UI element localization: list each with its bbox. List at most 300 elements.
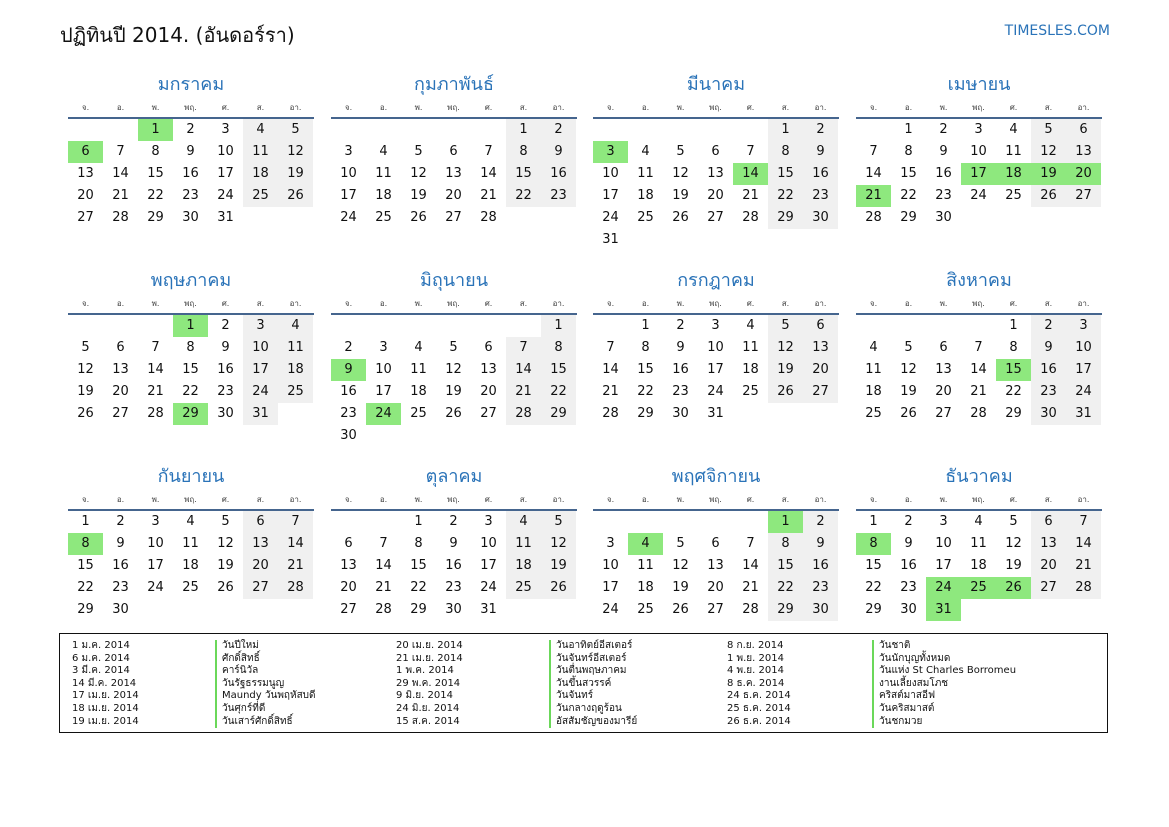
day-cell: 17 <box>602 188 619 203</box>
weekend-day-cell: 23 <box>803 185 838 207</box>
day-cell: 12 <box>77 362 94 377</box>
holiday-date: 26 ธ.ค. 2014 <box>727 715 791 727</box>
holiday-day-cell: 31 <box>926 599 961 621</box>
day-cell: 11 <box>410 362 427 377</box>
week-row <box>856 185 1102 207</box>
day-cell: 19 <box>1005 558 1022 573</box>
holiday-name: วันชกมวย <box>872 716 1016 729</box>
day-cell: 11 <box>637 166 654 181</box>
weekday-label: พ. <box>676 299 685 308</box>
weekend-day-cell: 23 <box>541 185 576 207</box>
day-cell: 11 <box>375 166 392 181</box>
day-cell: 26 <box>445 406 462 421</box>
day-cell: 6 <box>711 536 720 551</box>
weekend-day-cell: 6 <box>1066 119 1101 141</box>
day-cell: 15 <box>410 558 427 573</box>
holiday-date: 20 เม.ย. 2014 <box>396 640 463 651</box>
week-row <box>593 403 839 425</box>
weekend-day-cell: 26 <box>541 577 576 599</box>
holiday-name: วันขึ้นสวรรค์ <box>549 678 637 691</box>
holiday-name: Maundy วันพฤหัสบดี <box>215 690 316 703</box>
weekend-day-cell: 3 <box>1066 315 1101 337</box>
weekday-label: ส. <box>256 299 265 308</box>
weekend-day-cell: 9 <box>803 533 838 555</box>
weekday-label: จ. <box>344 495 353 504</box>
weekend-day-cell: 17 <box>1066 359 1101 381</box>
holiday-name: วันเสาร์ศักดิ์สิทธิ์ <box>215 716 316 729</box>
weekday-label: พฤ. <box>184 299 197 308</box>
holiday-day-cell: 19 <box>1031 163 1066 185</box>
week-row <box>331 425 577 447</box>
weekend-day-cell: 11 <box>243 141 278 163</box>
weekday-label: พ. <box>676 495 685 504</box>
day-cell: 15 <box>147 166 164 181</box>
day-cell: 13 <box>112 362 129 377</box>
weekend-day-cell: 9 <box>541 141 576 163</box>
empty-day-cell <box>593 511 628 533</box>
weekend-day-cell: 12 <box>1031 141 1066 163</box>
day-cell: 31 <box>602 232 619 247</box>
week-row <box>68 359 314 381</box>
holiday-day-cell: 14 <box>733 163 768 185</box>
weekday-label: ส. <box>256 103 265 112</box>
week-row <box>593 533 839 555</box>
day-cell: 3 <box>151 514 160 529</box>
weekday-header <box>68 297 314 315</box>
day-cell: 14 <box>865 166 882 181</box>
month-name: เมษายน <box>947 74 1011 95</box>
day-cell: 28 <box>147 406 164 421</box>
day-cell: 25 <box>182 580 199 595</box>
weekend-day-cell: 16 <box>1031 359 1066 381</box>
month-name: พฤษภาคม <box>150 270 232 291</box>
week-row <box>331 119 577 141</box>
weekday-label: พฤ. <box>447 103 460 112</box>
day-cell: 22 <box>147 188 164 203</box>
holiday-day-cell: 29 <box>173 403 208 425</box>
weekend-day-cell: 19 <box>541 555 576 577</box>
day-cell: 16 <box>935 166 952 181</box>
week-row <box>331 141 577 163</box>
weekend-day-cell: 1 <box>506 119 541 141</box>
day-cell: 10 <box>375 362 392 377</box>
weekend-day-cell: 8 <box>768 533 803 555</box>
day-cell: 14 <box>375 558 392 573</box>
empty-day-cell <box>243 599 278 621</box>
empty-day-cell <box>733 119 768 141</box>
day-cell: 19 <box>900 384 917 399</box>
day-cell: 20 <box>480 384 497 399</box>
weekday-header <box>593 493 839 511</box>
weekend-day-cell: 26 <box>1031 185 1066 207</box>
week-row <box>331 381 577 403</box>
day-cell: 26 <box>410 210 427 225</box>
weekday-header <box>68 493 314 511</box>
day-cell: 21 <box>375 580 392 595</box>
day-cell: 27 <box>445 210 462 225</box>
holiday-date: 25 ธ.ค. 2014 <box>727 702 791 714</box>
holiday-day-cell: 8 <box>68 533 103 555</box>
day-cell: 13 <box>707 558 724 573</box>
weekend-day-cell: 30 <box>803 599 838 621</box>
day-cell: 30 <box>217 406 234 421</box>
week-row <box>593 359 839 381</box>
week-row <box>856 359 1102 381</box>
holiday-date: 9 มิ.ย. 2014 <box>396 690 453 702</box>
empty-day-cell <box>173 599 208 621</box>
month-calendar <box>68 70 314 229</box>
day-cell: 16 <box>445 558 462 573</box>
week-row <box>68 119 314 141</box>
weekend-day-cell: 5 <box>278 119 313 141</box>
day-cell: 8 <box>641 340 650 355</box>
empty-day-cell <box>366 425 401 447</box>
week-row <box>68 381 314 403</box>
month-name: กรกฎาคม <box>677 270 755 291</box>
empty-day-cell <box>961 315 996 337</box>
weekend-day-cell: 12 <box>768 337 803 359</box>
day-cell: 24 <box>707 384 724 399</box>
weekend-day-cell: 2 <box>1031 315 1066 337</box>
month-calendar <box>331 70 577 229</box>
weekday-label: ศ. <box>746 495 755 504</box>
day-cell: 12 <box>445 362 462 377</box>
day-cell: 31 <box>480 602 497 617</box>
day-cell: 11 <box>637 558 654 573</box>
holiday-day-cell: 15 <box>996 359 1031 381</box>
day-cell: 7 <box>484 144 493 159</box>
holiday-day-cell: 3 <box>593 141 628 163</box>
day-cell: 2 <box>676 318 685 333</box>
day-cell: 1 <box>641 318 650 333</box>
day-cell: 10 <box>602 558 619 573</box>
day-cell: 10 <box>935 536 952 551</box>
holiday-name: วันคริสมาสต์ <box>872 703 1016 716</box>
empty-day-cell <box>541 599 576 621</box>
week-row <box>856 555 1102 577</box>
week-row <box>331 359 577 381</box>
weekday-label: พ. <box>939 299 948 308</box>
month-name: กันยายน <box>157 466 225 487</box>
day-cell: 16 <box>182 166 199 181</box>
day-cell: 22 <box>77 580 94 595</box>
weekday-label: พฤ. <box>184 495 197 504</box>
day-cell: 8 <box>414 536 423 551</box>
weekend-day-cell: 27 <box>243 577 278 599</box>
holiday-name: วันอาทิตย์อีสเตอร์ <box>549 640 637 653</box>
day-cell: 9 <box>676 340 685 355</box>
day-cell: 6 <box>939 340 948 355</box>
day-cell: 17 <box>935 558 952 573</box>
day-cell: 19 <box>445 384 462 399</box>
day-cell: 27 <box>77 210 94 225</box>
month-calendar <box>856 70 1102 229</box>
weekend-day-cell: 29 <box>541 403 576 425</box>
week-row <box>593 337 839 359</box>
weekend-day-cell: 11 <box>278 337 313 359</box>
weekday-label: พ. <box>414 103 423 112</box>
day-cell: 10 <box>707 340 724 355</box>
day-cell: 9 <box>939 144 948 159</box>
empty-day-cell <box>856 119 891 141</box>
weekday-label: อ. <box>116 495 125 504</box>
day-cell: 17 <box>375 384 392 399</box>
weekday-header <box>331 101 577 119</box>
day-cell: 4 <box>414 340 423 355</box>
day-cell: 18 <box>375 188 392 203</box>
weekend-day-cell: 31 <box>243 403 278 425</box>
weekday-label: อา. <box>1077 495 1090 504</box>
empty-day-cell <box>278 207 313 229</box>
weekend-day-cell: 14 <box>1066 533 1101 555</box>
day-cell: 16 <box>112 558 129 573</box>
day-cell: 29 <box>637 406 654 421</box>
day-cell: 17 <box>340 188 357 203</box>
empty-day-cell <box>891 315 926 337</box>
weekend-day-cell: 11 <box>506 533 541 555</box>
day-cell: 19 <box>672 580 689 595</box>
holiday-day-cell: 8 <box>856 533 891 555</box>
day-cell: 13 <box>707 166 724 181</box>
day-cell: 19 <box>410 188 427 203</box>
day-cell: 5 <box>676 144 685 159</box>
weekday-label: จ. <box>606 103 615 112</box>
holiday-date: 4 พ.ย. 2014 <box>727 665 784 677</box>
day-cell: 5 <box>1009 514 1018 529</box>
day-cell: 20 <box>340 580 357 595</box>
weekday-label: อ. <box>379 299 388 308</box>
month-name: มกราคม <box>157 74 225 95</box>
weekday-header <box>856 297 1102 315</box>
weekday-label: พ. <box>151 495 160 504</box>
weekday-label: ส. <box>519 495 528 504</box>
empty-day-cell <box>506 599 541 621</box>
week-row <box>856 315 1102 337</box>
day-cell: 25 <box>1005 188 1022 203</box>
day-cell: 22 <box>410 580 427 595</box>
day-cell: 9 <box>221 340 230 355</box>
day-cell: 7 <box>746 536 755 551</box>
day-cell: 21 <box>742 580 759 595</box>
empty-day-cell <box>103 119 138 141</box>
day-cell: 23 <box>672 384 689 399</box>
day-cell: 11 <box>865 362 882 377</box>
weekend-day-cell: 5 <box>768 315 803 337</box>
day-cell: 18 <box>865 384 882 399</box>
empty-day-cell <box>803 229 838 251</box>
week-row <box>331 599 577 621</box>
empty-day-cell <box>996 207 1031 229</box>
empty-day-cell <box>138 599 173 621</box>
week-row <box>856 163 1102 185</box>
week-row <box>593 207 839 229</box>
holiday-names-column-2 <box>549 640 637 728</box>
day-cell: 25 <box>865 406 882 421</box>
day-cell: 1 <box>81 514 90 529</box>
day-cell: 28 <box>112 210 129 225</box>
weekday-label: จ. <box>869 495 878 504</box>
empty-day-cell <box>663 119 698 141</box>
holiday-date: 8 ธ.ค. 2014 <box>727 677 785 689</box>
day-cell: 23 <box>182 188 199 203</box>
day-cell: 5 <box>414 144 423 159</box>
holiday-date: 6 ม.ค. 2014 <box>72 652 130 664</box>
day-cell: 2 <box>449 514 458 529</box>
month-calendar <box>856 266 1102 425</box>
day-cell: 2 <box>186 122 195 137</box>
empty-day-cell <box>593 315 628 337</box>
empty-day-cell <box>768 403 803 425</box>
day-cell: 3 <box>484 514 493 529</box>
weekend-day-cell: 19 <box>278 163 313 185</box>
day-cell: 1 <box>1009 318 1018 333</box>
day-cell: 22 <box>637 384 654 399</box>
month-name: มีนาคม <box>686 74 746 95</box>
weekend-day-cell: 20 <box>243 555 278 577</box>
weekend-day-cell: 13 <box>243 533 278 555</box>
day-cell: 27 <box>480 406 497 421</box>
day-cell: 16 <box>900 558 917 573</box>
day-cell: 25 <box>637 602 654 617</box>
weekend-day-cell: 27 <box>803 381 838 403</box>
empty-day-cell <box>471 425 506 447</box>
weekend-day-cell: 6 <box>243 511 278 533</box>
weekend-day-cell: 16 <box>803 555 838 577</box>
weekday-label: อา. <box>289 103 302 112</box>
week-row <box>593 119 839 141</box>
week-row <box>331 163 577 185</box>
weekend-day-cell: 29 <box>768 599 803 621</box>
day-cell: 25 <box>742 384 759 399</box>
site-brand-link[interactable]: TIMESLES.COM <box>1004 23 1110 39</box>
day-cell: 27 <box>340 602 357 617</box>
week-row <box>68 337 314 359</box>
day-cell: 15 <box>182 362 199 377</box>
week-row <box>593 229 839 251</box>
week-row <box>68 315 314 337</box>
weekend-day-cell: 13 <box>803 337 838 359</box>
day-cell: 20 <box>445 188 462 203</box>
day-cell: 24 <box>217 188 234 203</box>
day-cell: 4 <box>641 144 650 159</box>
day-cell: 25 <box>637 210 654 225</box>
weekday-label: ศ. <box>1009 103 1018 112</box>
week-row <box>856 337 1102 359</box>
day-cell: 13 <box>480 362 497 377</box>
day-cell: 10 <box>147 536 164 551</box>
empty-day-cell <box>541 207 576 229</box>
weekend-day-cell: 16 <box>803 163 838 185</box>
week-row <box>331 533 577 555</box>
day-cell: 7 <box>379 536 388 551</box>
day-cell: 5 <box>904 340 913 355</box>
weekday-label: อ. <box>904 495 913 504</box>
day-cell: 26 <box>77 406 94 421</box>
day-cell: 22 <box>182 384 199 399</box>
weekend-day-cell: 12 <box>278 141 313 163</box>
day-cell: 30 <box>340 428 357 443</box>
month-name: กุมภาพันธ์ <box>414 74 494 95</box>
holiday-day-cell: 20 <box>1066 163 1101 185</box>
weekday-label: อ. <box>904 103 913 112</box>
week-row <box>593 577 839 599</box>
day-cell: 28 <box>970 406 987 421</box>
weekday-label: ส. <box>256 495 265 504</box>
day-cell: 1 <box>904 122 913 137</box>
holiday-date: 19 เม.ย. 2014 <box>72 715 139 727</box>
day-cell: 28 <box>742 602 759 617</box>
week-row <box>593 599 839 621</box>
weekday-header <box>68 101 314 119</box>
weekday-label: อา. <box>814 495 827 504</box>
weekend-day-cell: 12 <box>541 533 576 555</box>
weekend-day-cell: 21 <box>278 555 313 577</box>
week-row <box>593 141 839 163</box>
day-cell: 28 <box>602 406 619 421</box>
day-cell: 9 <box>186 144 195 159</box>
day-cell: 18 <box>742 362 759 377</box>
month-name: สิงหาคม <box>946 270 1012 291</box>
empty-day-cell <box>628 119 663 141</box>
holiday-day-cell: 24 <box>926 577 961 599</box>
month-calendar <box>593 462 839 621</box>
day-cell: 29 <box>147 210 164 225</box>
weekend-day-cell: 30 <box>1031 403 1066 425</box>
day-cell: 7 <box>151 340 160 355</box>
weekday-label: พ. <box>414 495 423 504</box>
weekend-day-cell: 4 <box>243 119 278 141</box>
weekday-label: อา. <box>814 299 827 308</box>
weekend-day-cell: 22 <box>768 185 803 207</box>
weekend-day-cell: 20 <box>803 359 838 381</box>
empty-day-cell <box>733 229 768 251</box>
week-row <box>593 315 839 337</box>
weekday-label: พ. <box>676 103 685 112</box>
weekday-label: อา. <box>552 495 565 504</box>
holiday-date: 3 มี.ค. 2014 <box>72 665 130 677</box>
day-cell: 22 <box>900 188 917 203</box>
day-cell: 18 <box>410 384 427 399</box>
day-cell: 31 <box>707 406 724 421</box>
empty-day-cell <box>103 315 138 337</box>
day-cell: 8 <box>186 340 195 355</box>
weekday-label: พฤ. <box>184 103 197 112</box>
day-cell: 14 <box>970 362 987 377</box>
day-cell: 29 <box>1005 406 1022 421</box>
day-cell: 6 <box>116 340 125 355</box>
month-calendar <box>856 462 1102 621</box>
weekday-label: ศ. <box>221 299 230 308</box>
empty-day-cell <box>856 315 891 337</box>
weekend-day-cell: 13 <box>1066 141 1101 163</box>
holiday-day-cell: 9 <box>331 359 366 381</box>
month-calendar <box>68 266 314 425</box>
day-cell: 28 <box>480 210 497 225</box>
day-cell: 13 <box>935 362 952 377</box>
weekday-label: อ. <box>904 299 913 308</box>
weekend-day-cell: 9 <box>1031 337 1066 359</box>
day-cell: 12 <box>672 558 689 573</box>
holiday-name: วันนักบุญทั้งหมด <box>872 653 1016 666</box>
empty-day-cell <box>401 315 436 337</box>
day-cell: 9 <box>904 536 913 551</box>
day-cell: 1 <box>869 514 878 529</box>
day-cell: 12 <box>410 166 427 181</box>
empty-day-cell <box>996 599 1031 621</box>
weekend-day-cell: 18 <box>278 359 313 381</box>
weekday-label: ศ. <box>221 495 230 504</box>
page-title: ปฏิทินปี 2014. (อันดอร์รา) <box>60 23 295 47</box>
